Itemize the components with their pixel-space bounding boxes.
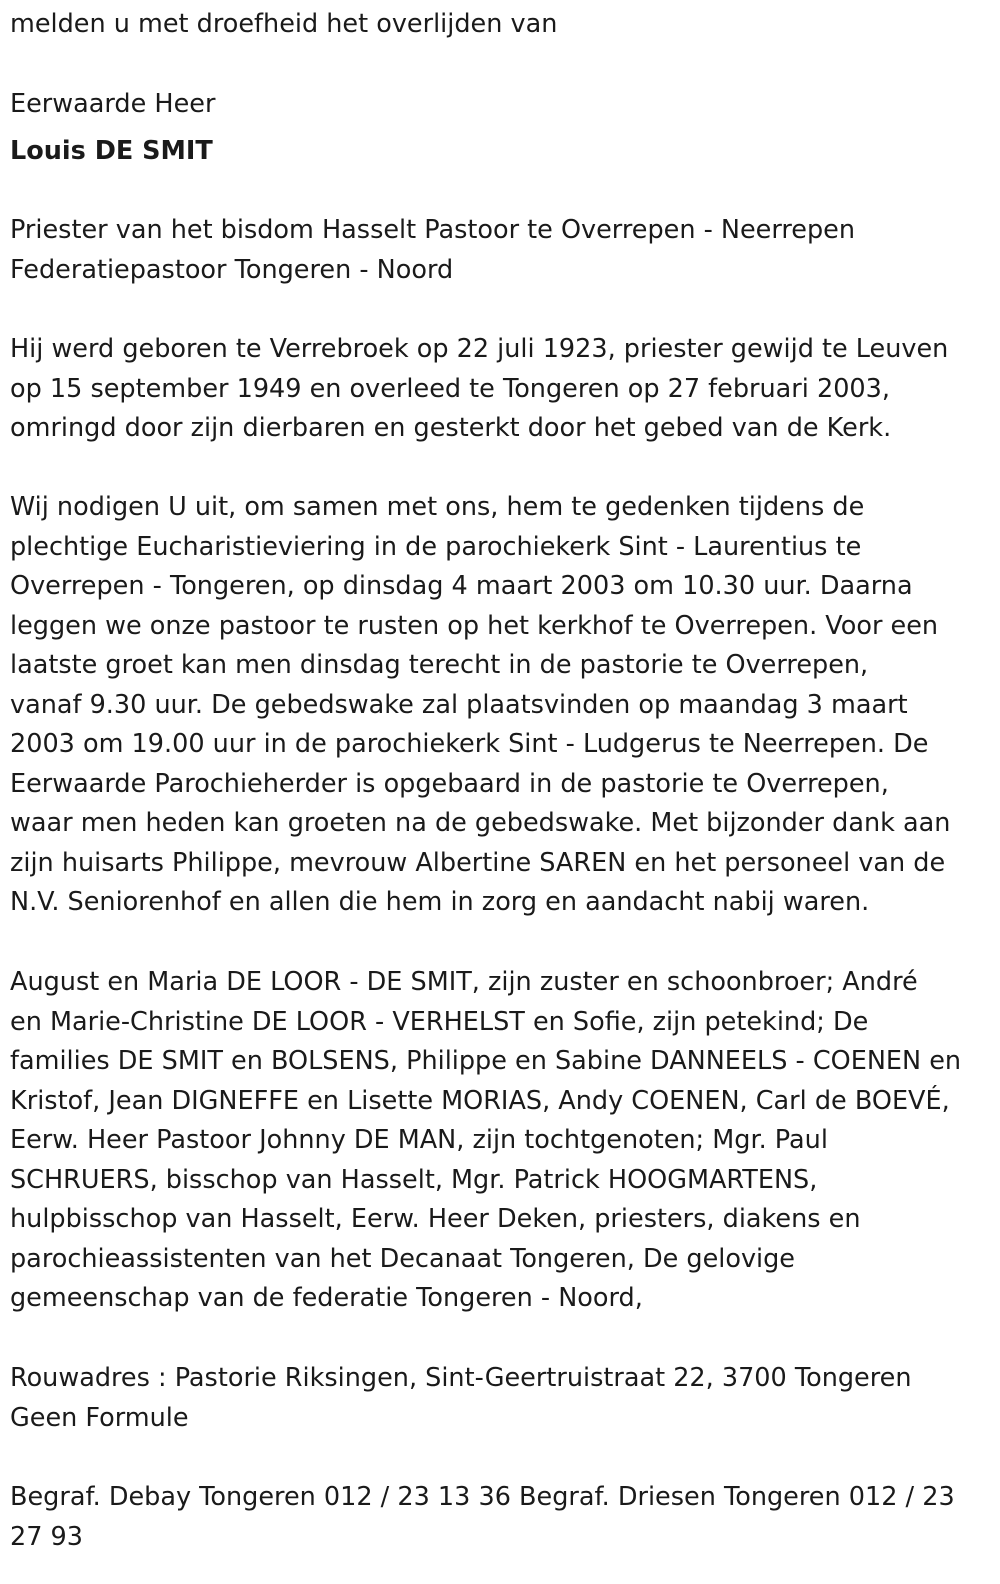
biography-line: omringd door zijn dierbaren en gesterkt door het gebed van de Kerk. [10,413,892,443]
invitation-line: 2003 om 19.00 uur in de parochiekerk Sint - Ludgerus te Neerrepen. De [10,729,929,759]
family-line: August en Maria DE LOOR - DE SMIT, zijn zuster en schoonbroer; André [10,967,918,997]
intro-line: melden u met droefheid het overlijden van [10,9,558,39]
family-paragraph [10,963,961,1319]
invitation-paragraph [10,488,950,923]
invitation-line: zijn huisarts Philippe, mevrouw Albertine SAREN en het personeel van de [10,847,946,878]
family-line: families DE SMIT en BOLSENS, Philippe en Sabine DANNEELS - COENEN en [10,1046,962,1076]
honorific [10,85,215,125]
honorific-line: Eerwaarde Heer [10,89,216,119]
biography-paragraph [10,330,948,449]
family-line: en Marie-Christine DE LOOR - VERHELST en Sofie, zijn petekind; De [10,1006,869,1037]
undertakers-line: 27 93 [10,1521,84,1552]
biography-line: op 15 september 1949 en overleed te Tongeren op 27 februari 2003, [10,373,890,404]
deceased-name-line: Louis DE SMIT [10,136,213,166]
invitation-line: N.V. Seniorenhof en allen die hem in zorg en aandacht nabij waren. [10,887,870,917]
invitation-line: Wij nodigen U uit, om samen met ons, hem te gedenken tijdens de [10,492,865,522]
family-line: parochieassistenten van het Decanaat Tongeren, De gelovige [10,1243,795,1274]
invitation-line: laatste groet kan men dinsdag terecht in de pastorie te Overrepen, [10,650,869,680]
family-line: gemeenschap van de federatie Tongeren - Noord, [10,1283,643,1313]
undertakers-line: Begraf. Debay Tongeren 012 / 23 13 36 Begraf. Driesen Tongeren 012 / 23 [10,1482,955,1512]
family-line: hulpbisschop van Hasselt, Eerw. Heer Deken, priesters, diakens en [10,1204,861,1234]
family-line: Kristof, Jean DIGNEFFE en Lisette MORIAS, Andy COENEN, Carl de BOEVÉ, [10,1085,950,1116]
address-line: Geen Formule [10,1402,189,1433]
invitation-line: waar men heden kan groeten na de gebedswake. Met bijzonder dank aan [10,808,951,838]
biography-line: Hij werd geboren te Verrebroek op 22 juli 1923, priester gewijd te Leuven [10,334,949,364]
titles-paragraph [10,211,855,290]
deceased-name [10,132,213,172]
invitation-line: leggen we onze pastoor te rusten op het kerkhof te Overrepen. Voor een [10,610,939,641]
intro-text [10,5,557,45]
address-line: Rouwadres : Pastorie Riksingen, Sint-Geertruistraat 22, 3700 Tongeren [10,1363,912,1393]
undertakers-paragraph [10,1478,955,1557]
invitation-line: plechtige Eucharistieviering in de parochiekerk Sint - Laurentius te [10,531,862,562]
family-line: Eerw. Heer Pastoor Johnny DE MAN, zijn tochtgenoten; Mgr. Paul [10,1125,828,1155]
titles-line: Federatiepastoor Tongeren - Noord [10,254,454,285]
titles-line: Priester van het bisdom Hasselt Pastoor te Overrepen - Neerrepen [10,215,856,245]
address-paragraph [10,1359,912,1438]
invitation-line: vanaf 9.30 uur. De gebedswake zal plaatsvinden op maandag 3 maart [10,689,908,720]
invitation-line: Eerwaarde Parochieherder is opgebaard in de pastorie te Overrepen, [10,768,889,799]
family-line: SCHRUERS, bisschop van Hasselt, Mgr. Patrick HOOGMARTENS, [10,1164,818,1195]
invitation-line: Overrepen - Tongeren, op dinsdag 4 maart 2003 om 10.30 uur. Daarna [10,571,913,601]
